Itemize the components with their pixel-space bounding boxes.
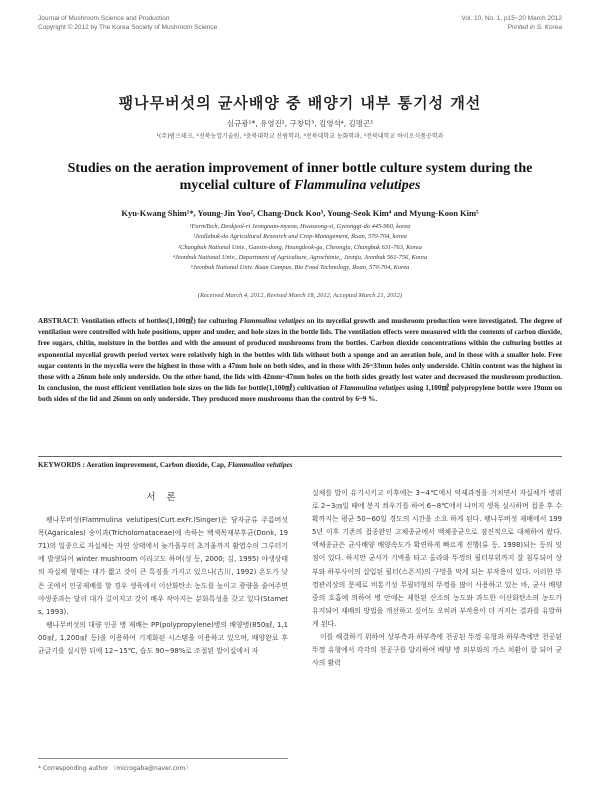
paragraph: 팽나무버섯의 대량 인공 병 재배는 PP(polypropylene)병의 배양병(850㎖, 1,100㎖, 1,200㎖ 등)을 이용하여 기계화된 시스템을 이용하고 있으며, 배양완료 후 균긁기를 실시한 뒤에 12~15℃, 습도 90~98%로 조절된 발이실에서 자 bbox=[38, 620, 288, 656]
keywords-species: Flammulina velutipes bbox=[227, 461, 293, 469]
abstract bbox=[38, 316, 562, 406]
body-column-right bbox=[312, 487, 562, 670]
corresponding-author-footnote: * Corresponding author 〈microgaba@naver.com〉 bbox=[38, 758, 288, 772]
printed-location: Printed in S. Korea bbox=[507, 24, 562, 31]
affiliations-english bbox=[0, 222, 600, 273]
copyright: Copyright © 2012 by The Korea Society of Mushroom Science bbox=[38, 24, 218, 31]
abstract-text-2: on its mycelial growth and mushroom production were investigated. The degree of ventilation were controlled with hole positions, upper and under, and hole sizes in the bottle lids. The ventilation effects were measured with the contents of carbon dioxide, free sugars, chitin, moisture in the bottles and with the amount of produced mushrooms from the bottles. Carbon dioxide concentrations within the culturing bottles at exponential mycelial growth period vertex were relatively high in the bottles with lids without both a sponge and an aeration hole, and in those with a smaller hole. Free sugar contents in the mycelia were the highest in those with a 47mm hole on both sides, and in those with 26~33mm holes only underside. Chitin content was the highest in those with a 26mm hole only underside. On the other hand, the lids with 42mm~47mm holes on the both sides greatly lost water and decreased the mushroom production. In conclusion, the most efficient ventilation hole sizes on the lids for bottle(1,100㎖) cultivation of bbox=[38, 317, 563, 393]
journal-name: Journal of Mushroom Science and Production bbox=[38, 15, 170, 22]
affiliations-korean: ¹(주)팜으테크, ²전북농업기술원, ³충북대학교 산림학과, ⁴전북대학교 농화학과, ⁵전북대학교 바이오식품공학과 bbox=[156, 133, 444, 140]
affiliation-2: ²Jeollabuk-do Agricultural Research and Crop-Management, Iksan, 570-704, korea bbox=[193, 233, 407, 241]
issue-header bbox=[461, 14, 562, 32]
affiliation-4: ⁴Jeonbuk National Univ., Department of Agriculture, Agrochimie,, Jeonju, Jeonbuk 561-756, Korea bbox=[172, 253, 428, 261]
affiliation-1: ¹FarmTech, Deokjeol-ri Jeongnam-myeon, Hwaseong-si, Gyeonggi-do 445-960, korea bbox=[189, 223, 411, 230]
abstract-text-1: Ventilation effects of bottles(1,100㎖) for culturing bbox=[79, 317, 240, 325]
journal-header bbox=[38, 14, 217, 32]
authors-korean: 심규광¹*, 유영진², 구창덕³, 김영석⁴, 김명곤⁵ bbox=[226, 119, 374, 128]
paragraph: 이를 해결하기 위하여 상부측과 하부측에 천공된 뚜껑 유형과 하부측에만 천공된 뚜껑 유형에서 각각의 천공구를 달리하여 배양 병 외부와의 가스 치환이 잘 되어 균사의 활력 bbox=[312, 633, 562, 668]
body-column-left bbox=[38, 487, 288, 658]
affiliation-3: ³Chungbuk National Univ., Gaesin-dong, Heungdeok-gu, Cheongju, Chungbuk 631-763, Korea bbox=[178, 243, 422, 251]
affiliation-5: ⁵Jeonbuk National Univ. Iksan Campus, Bio Food Technology, Iksan, 570-704, Korea bbox=[190, 264, 410, 272]
abstract-text-3: using 1,100㎖ polypropylene bottle were 19mm on both sides of the lid and 26mm on only underside. They produced more mushrooms than the control by 6~9 %. bbox=[38, 384, 562, 404]
title-species: Flammulina velutipes bbox=[294, 178, 421, 193]
abstract-species-2: Flammulina velutipes bbox=[339, 384, 405, 393]
authors-english: Kyu-Kwang Shim¹*, Young-Jin Yoo², Chang-Duck Koo³, Young-Seok Kim⁴ and Myung-Koon Kim⁵ bbox=[121, 208, 479, 218]
title-english-line2: mycelial culture of bbox=[179, 178, 295, 193]
keywords-label: KEYWORDS : bbox=[38, 461, 85, 469]
keywords-text: Aeration improvement, Carbon dioxide, Cap, bbox=[84, 461, 228, 469]
volume-info: Vol. 10, No. 1, p15~20 March 2012 bbox=[461, 15, 562, 22]
keywords bbox=[38, 456, 562, 469]
title-english-line1: Studies on the aeration improvement of inner bottle culture system during the bbox=[67, 161, 533, 176]
abstract-label: ABSTRACT: bbox=[38, 317, 80, 325]
title-korean: 팽나무버섯의 균사배양 중 배양기 내부 통기성 개선 bbox=[118, 94, 482, 112]
received-dates: (Received March 4, 2012, Revised March 18, 2012, Accepted March 21, 2012) bbox=[197, 292, 403, 299]
abstract-species-1: Flammulina velutipes bbox=[239, 317, 305, 325]
title-english bbox=[60, 160, 540, 194]
paragraph: 실체를 발이 유기시키고 이후에는 3~4℃에서 억제과정을 거치면서 자실체가 병위로 2~3㎝일 때에 봉지 씌우기를 하여 6~8℃에서 나머지 생육 실시하며 접종 후 수확까지는 평균 50~60일 경도의 시간을 소요 하게 된다. 팽나무버섯 재배에서 1995년 이후 기존의 접종완인 고체종균에서 액체종균으로 점진적으로 대체하여 왔다. 액체종균은 균사배양 배양속도가 확연하게 빠르게 진행(류 등, 1998)되는 등의 잇점이 있다. 하지만 균사가 기벽을 타고 올라와 뚜껑의 필터부위까지 잘 침투되어 상부와 하부사이의 삽입된 필터(스폰지)의 구멍을 막게 되는 부작용이 있다. 이러한 뚜껑관리상의 문제로 비통기성 무필터형의 뚜껑을 많이 사용하고 있는 바, 균사 배양 중의 호흡에 의하여 병 안에는 제한된 산소의 농도와 과도한 이산화탄소의 농도가 유지되어 재배의 방법을 개선하고 싶어도 오히려 부작용이 더 커지는 결과를 유발하게 된다. bbox=[312, 489, 562, 628]
section-heading-introduction: 서 론 bbox=[146, 492, 180, 503]
paragraph: 팽나무버섯(Flammulina velutipes(Curt.exFr.)Singer)은 담자균류 주름버섯목(Agaricales) 송이과(Tricholomataceae)에 속하는 백색목재부후균(Donk, 1971)의 일종으로 자실체는 자연 상태에서 늦가을부터 초겨울까지 활엽수의 그루터기에 발생되어 winter mushroom 이라고도 하며(성 등, 2000; 김, 1995) 야생상태의 자실체 형태는 대가 짧고 갓이 큰 특징을 가지고 있으나(古川, 1992) 온도가 낮은 곳에서 인공재배를 할 경우 생육에서 이산화탄소 농도를 높이고 광량을 줄여주면 야생종과는 달리 대가 길어지고 갓이 배우 작아지는 분화특성을 갖고 있다(Stamets, 1993). bbox=[38, 516, 288, 616]
